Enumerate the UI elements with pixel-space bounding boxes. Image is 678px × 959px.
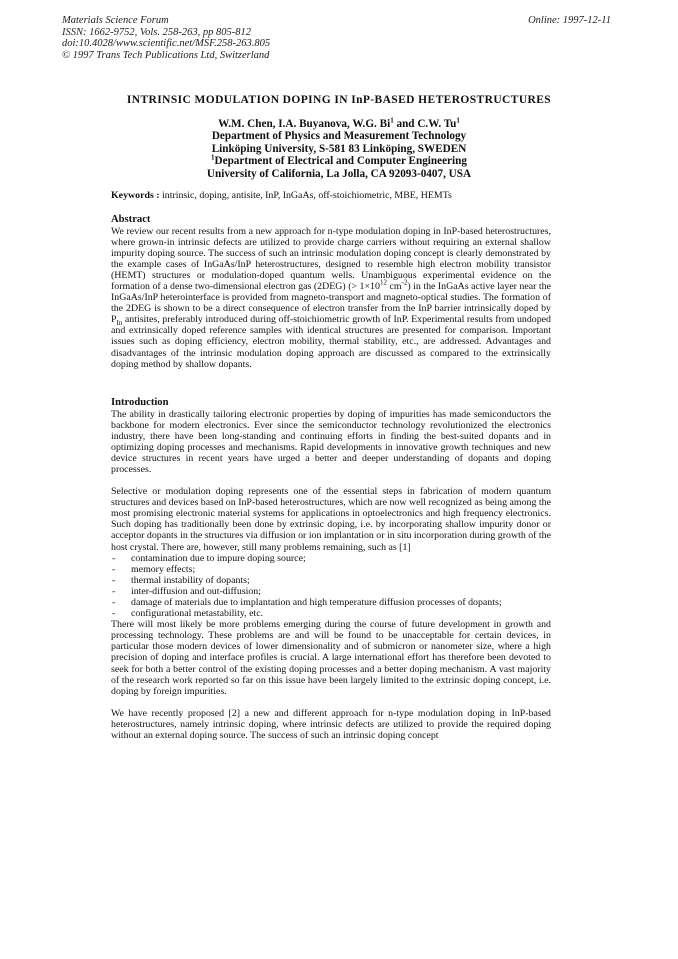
issn-line: ISSN: 1662-9752, Vols. 258-263, pp 805-812 — [62, 26, 251, 38]
abstract-heading: Abstract — [111, 214, 151, 225]
list-item: - inter-diffusion and out-diffusion; — [111, 586, 551, 597]
intro-paragraph-3: There will most likely be more problems emerging during the course of future development in growth and processing technology. These problems are and will be found to be unacceptable for certain devices, in particular those modern devices of lower dimensionality and of submicron or nanometer size, where a high precision of doping and interface profiles is crucial. A large international effort has therefore been devoted to seek for both a better control of the existing doping processes and a better doping mechanism. A vast majority of the research work reported so far on this issue have been largely limited to the extrinsic doping concept, i.e. doping by foreign impurities. — [111, 619, 551, 697]
abstract-section — [111, 214, 551, 370]
introduction-section — [111, 397, 551, 741]
intro-paragraph-1: The ability in drastically tailoring electronic properties by doping of impurities has made semiconductors the backbone for modern electronics. Ever since the semiconductor technology revolutionized the electronics industry, there have been long-standing and continuing efforts in finding the best-suited dopants and in optimizing doping processes and mechanisms. Rapid developments in innovative growth techniques and new device structures in recent years have urged a better and deeper understanding of dopants and doping processes. — [111, 408, 551, 475]
keywords — [111, 190, 551, 201]
affiliation-univ-2: University of California, La Jolla, CA 92093-0407, USA — [206, 167, 472, 180]
problem-list — [111, 553, 551, 620]
abstract-text: We review our recent results from a new approach for n-type modulation doping in InP-based heterostructures, where grown-in intrinsic defects are utilized to provide charge carriers without requiring an external shallow impurity doping source. The success of such an intrinsic modulation doping concept is clearly demonstrated by the example cases of InGaAs/InP heterostructures, designed to resemble high electron mobility transistor (HEMT) structures or modulation-doped quantum wells. Unambiguous experimental evidence on the formation of a dense two-dimensional electron gas (2DEG) (> $1\times 10^{12}$ $cm^{-2}$) in the InGaAs active layer near the InGaAs/InP heterointerface is provided from magneto-transport and magneto-optical studies. The formation of the 2DEG is shown to be a direct consequence of electron transfer from the InP barrier intrinsically doped by $P_{In}$ antisites, preferably introduced during off-stoichiometric growth of InP. Experimental results from undoped and extrinsically doped reference samples with identical structures are presented for comparison. Important issues such as doping efficiency, electron mobility, thermal stability, etc., are addressed. Advantages and disadvantages of the intrinsic modulation doping approach are discussed as compared to the extrinsically doping method by shallow dopants. — [111, 225, 551, 370]
online-date: Online: 1997-12-11 — [528, 15, 611, 26]
keywords-label: Keywords : — [111, 190, 160, 201]
affiliation-dept-2: $^1$Department of Electrical and Computer Engineering — [211, 153, 467, 168]
doi-line[interactable]: doi:10.4028/www.scientific.net/MSF.258-263.805 — [62, 38, 271, 49]
journal-name: Materials Science Forum — [62, 15, 169, 26]
list-item: - thermal instability of dopants; — [111, 575, 551, 586]
list-item: - contamination due to impure doping source; — [111, 553, 551, 564]
intro-paragraph-2: Selective or modulation doping represents one of the essential steps in fabrication of modern quantum structures and devices based on InP-based heterostructures, which are now well recognized as being among the most promising electronic material systems for applications in optoelectronics and high frequency electronics. Such doping has traditionally been done by extrinsic doping, i.e. by incorporating shallow impurity donor or acceptor dopants in the structures via diffusion or ion implantation or in situ incorporation during growth of the host crystal. There are, however, still many problems remaining, such as [1] — [111, 486, 551, 553]
journal-header — [62, 15, 270, 61]
list-item: - damage of materials due to implantation and high temperature diffusion processes of dopants; — [111, 597, 551, 608]
keywords-text: intrinsic, doping, antisite, InP, InGaAs, off-stoichiometric, MBE, HEMTs — [159, 190, 452, 201]
copyright-line: © 1997 Trans Tech Publications Ltd, Switzerland — [62, 49, 270, 61]
paper-title: INTRINSIC MODULATION DOPING IN InP-BASED HETEROSTRUCTURES — [126, 94, 552, 106]
author-names: W.M. Chen, I.A. Buyanova, W.G. Bi$^1$ and C.W. Tu$^1$ — [218, 116, 460, 130]
affiliation-dept: Department of Physics and Measurement Technology — [211, 130, 467, 143]
list-item: - memory effects; — [111, 564, 551, 575]
list-item: - configurational metastability, etc. — [111, 608, 551, 619]
affiliation-univ: Linköping University, S-581 83 Linköping, SWEDEN — [211, 142, 467, 155]
introduction-heading: Introduction — [111, 397, 169, 408]
intro-paragraph-4: We have recently proposed [2] a new and different approach for n-type modulation doping in InP-based heterostructures, namely intrinsic doping, where intrinsic defects are utilized to provide the required doping without an external doping source. The success of such an intrinsic doping concept — [111, 707, 551, 742]
author-block — [0, 118, 678, 180]
